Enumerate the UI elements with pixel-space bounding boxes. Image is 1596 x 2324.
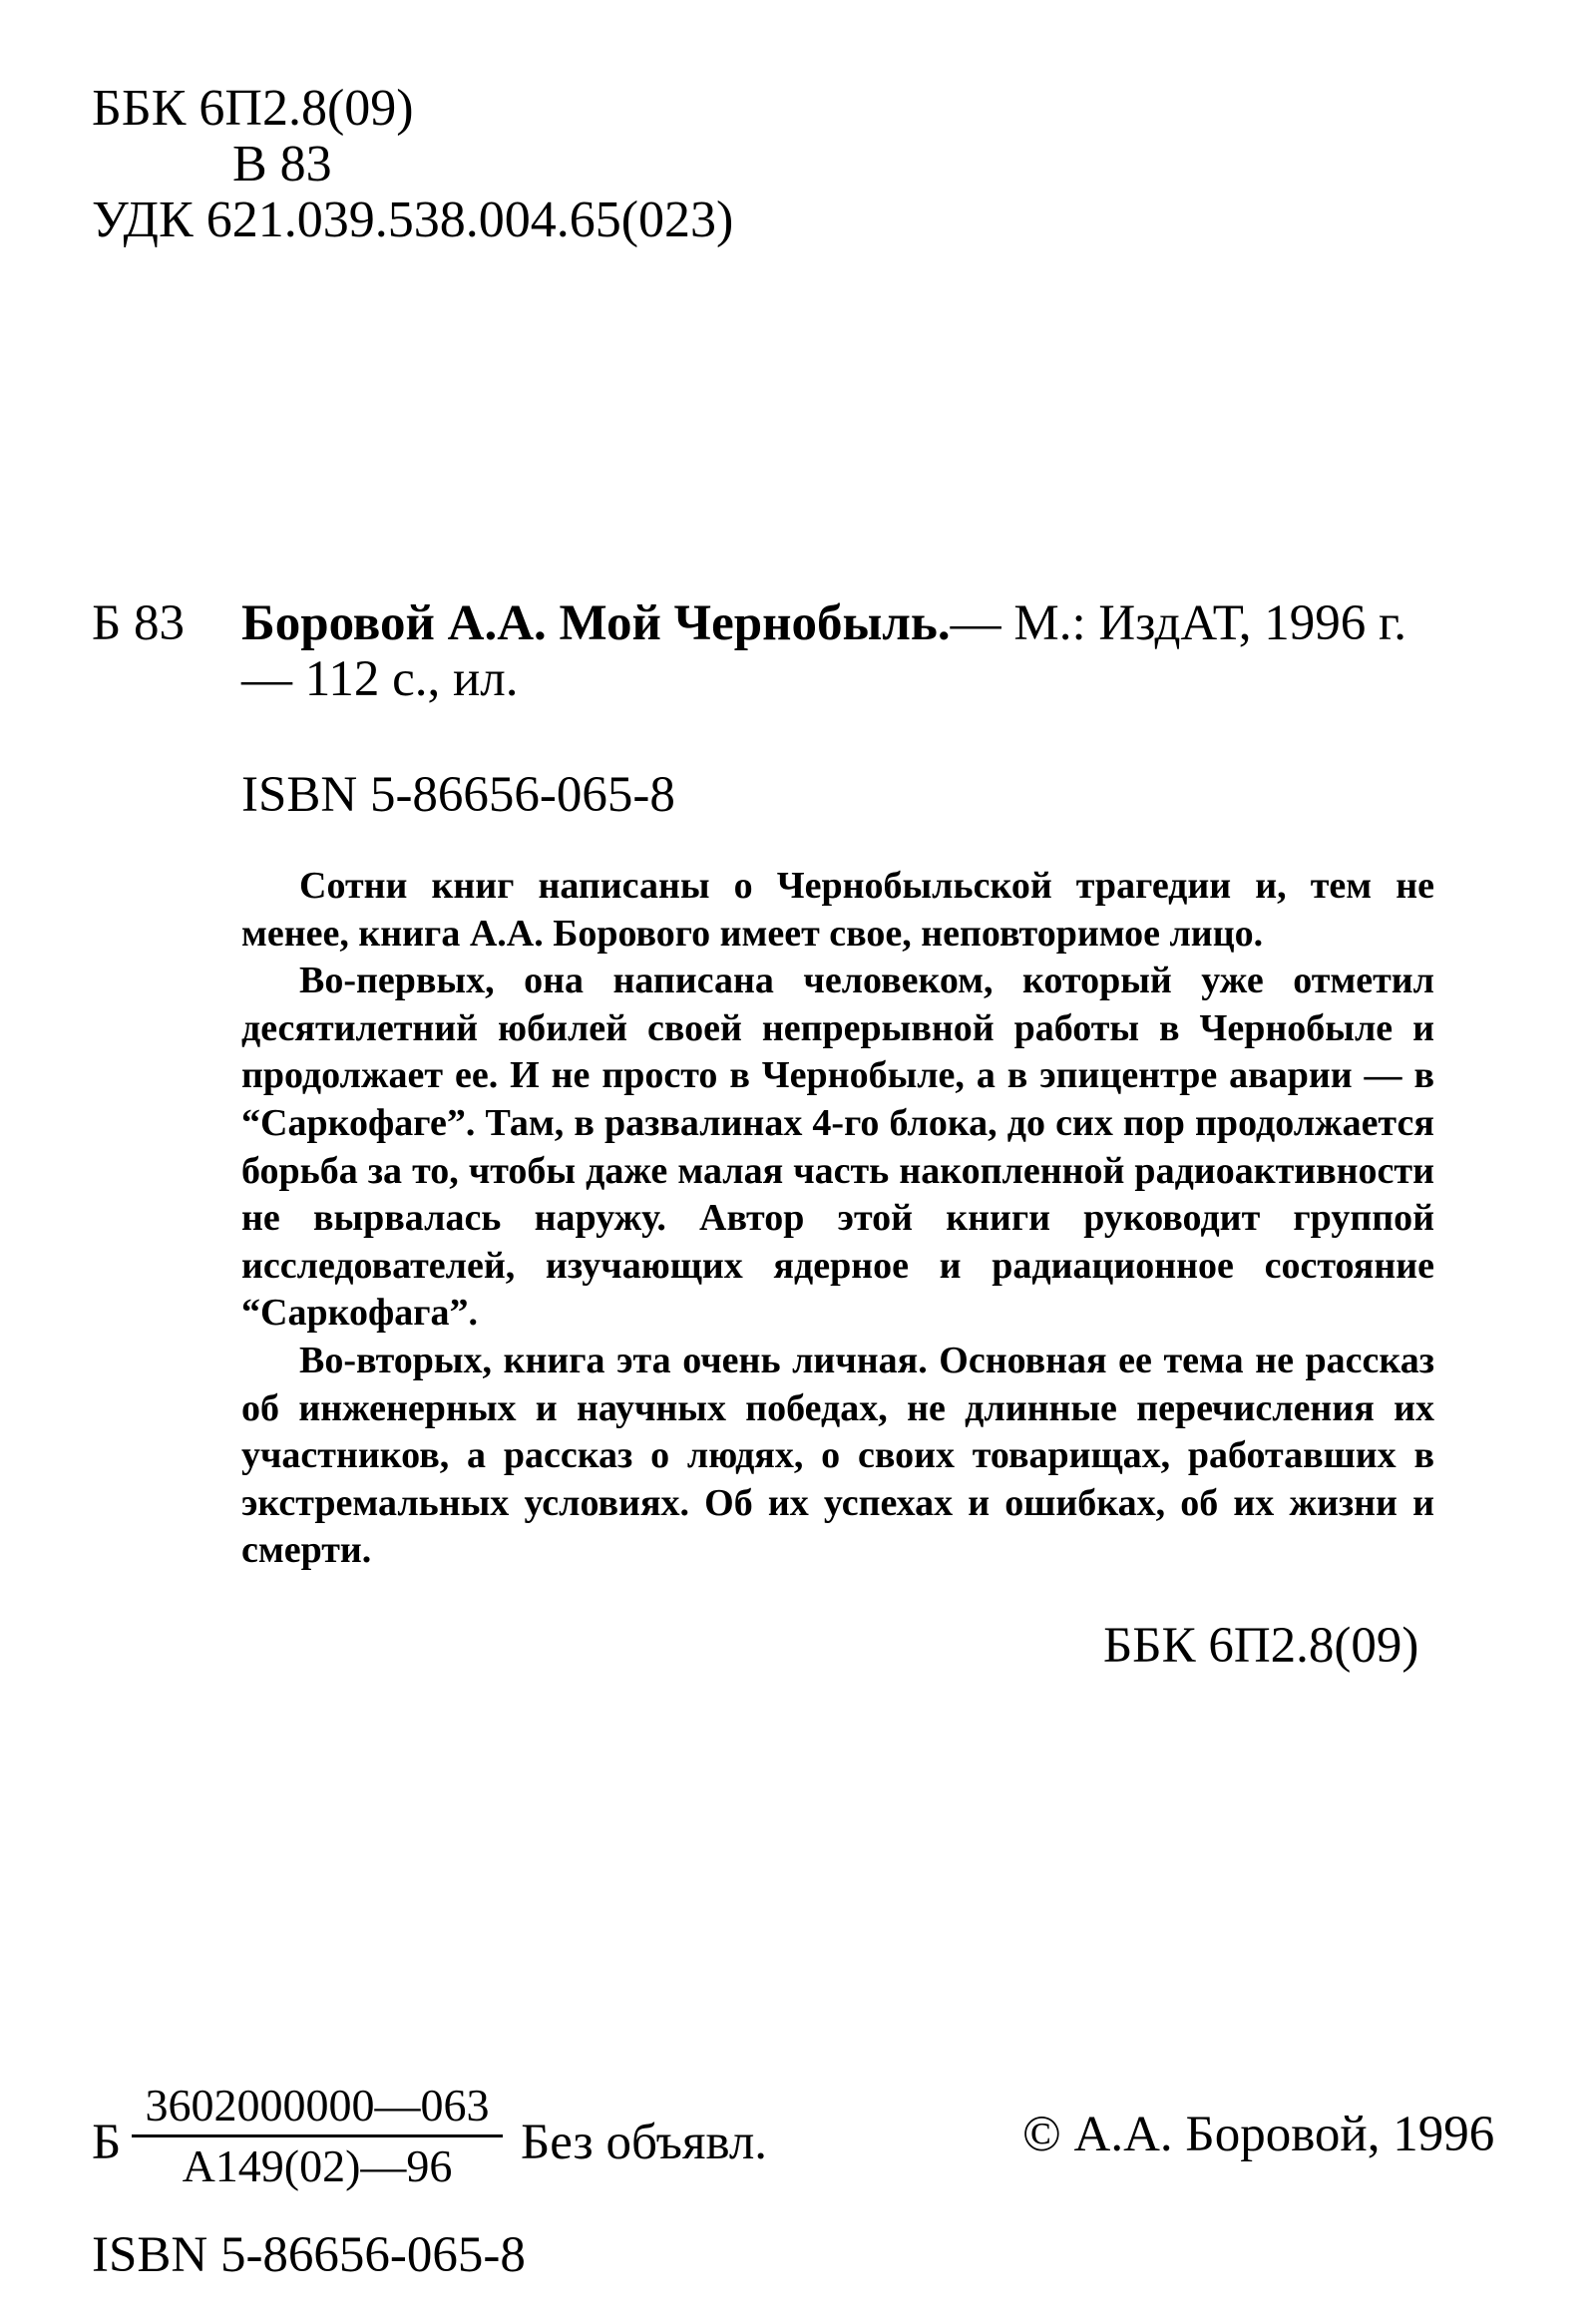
annotation-paragraph: Во-вторых, книга эта очень личная. Основная ее тема не рассказ об инженерных и научных победах, не длинные перечисления их участников, а рассказ о людях, о своих товарищах, работавших в экстремальных условиях. Об их успехах и ошибках, об их жизни и смерти. [241, 1339, 1434, 1572]
entry-imprint: — М.: ИздАТ, 1996 г. [950, 595, 1406, 651]
bbk-classification: ББК 6П2.8(09) [92, 80, 414, 137]
isbn-footer: ISBN 5-86656-065-8 [92, 2227, 526, 2283]
bbk-classification-bottom: ББК 6П2.8(09) [1103, 1618, 1419, 1674]
annotation [241, 863, 1434, 1575]
fraction-numerator: 3602000000—063 [145, 2080, 490, 2130]
annotation-paragraph: Во-первых, она написана человеком, который уже отметил десятилетний юбилей своей непрерывной работы в Чернобыле и продолжает ее. И не просто в Чернобыле, а в эпицентре аварии — в “Саркофаге”. Там, в развалинах 4-го блока, до сих пор продолжается борьба за то, чтобы даже малая часть накопленной радиоактивности не вырвалась наружу. Автор этой книги руководит группой исследователей, изучающих ядерное и радиационное состояние “Саркофага”. [241, 960, 1434, 1335]
copyright: © А.А. Боровой, 1996 [1022, 2107, 1495, 2162]
publication-code-fraction [132, 2080, 503, 2191]
entry-pages: — 112 с., ил. [241, 651, 519, 707]
annotation-paragraph: Сотни книг написаны о Чернобыльской трагедии и, тем не менее, книга А.А. Борового имеет свое, неповторимое лицо. [241, 865, 1434, 955]
entry-line-1 [241, 595, 1406, 651]
footer-letter: Б [92, 2115, 122, 2170]
isbn-entry: ISBN 5-86656-065-8 [241, 767, 675, 823]
udk-classification: УДК 621.039.538.004.65(023) [92, 192, 734, 248]
fraction-denominator: А149(02)—96 [182, 2140, 453, 2191]
no-announcement: Без объявл. [521, 2115, 768, 2170]
entry-code: Б 83 [92, 595, 186, 651]
author-sign: В 83 [232, 136, 332, 193]
entry-author-title: Боровой А.А. Мой Чернобыль. [241, 595, 951, 651]
